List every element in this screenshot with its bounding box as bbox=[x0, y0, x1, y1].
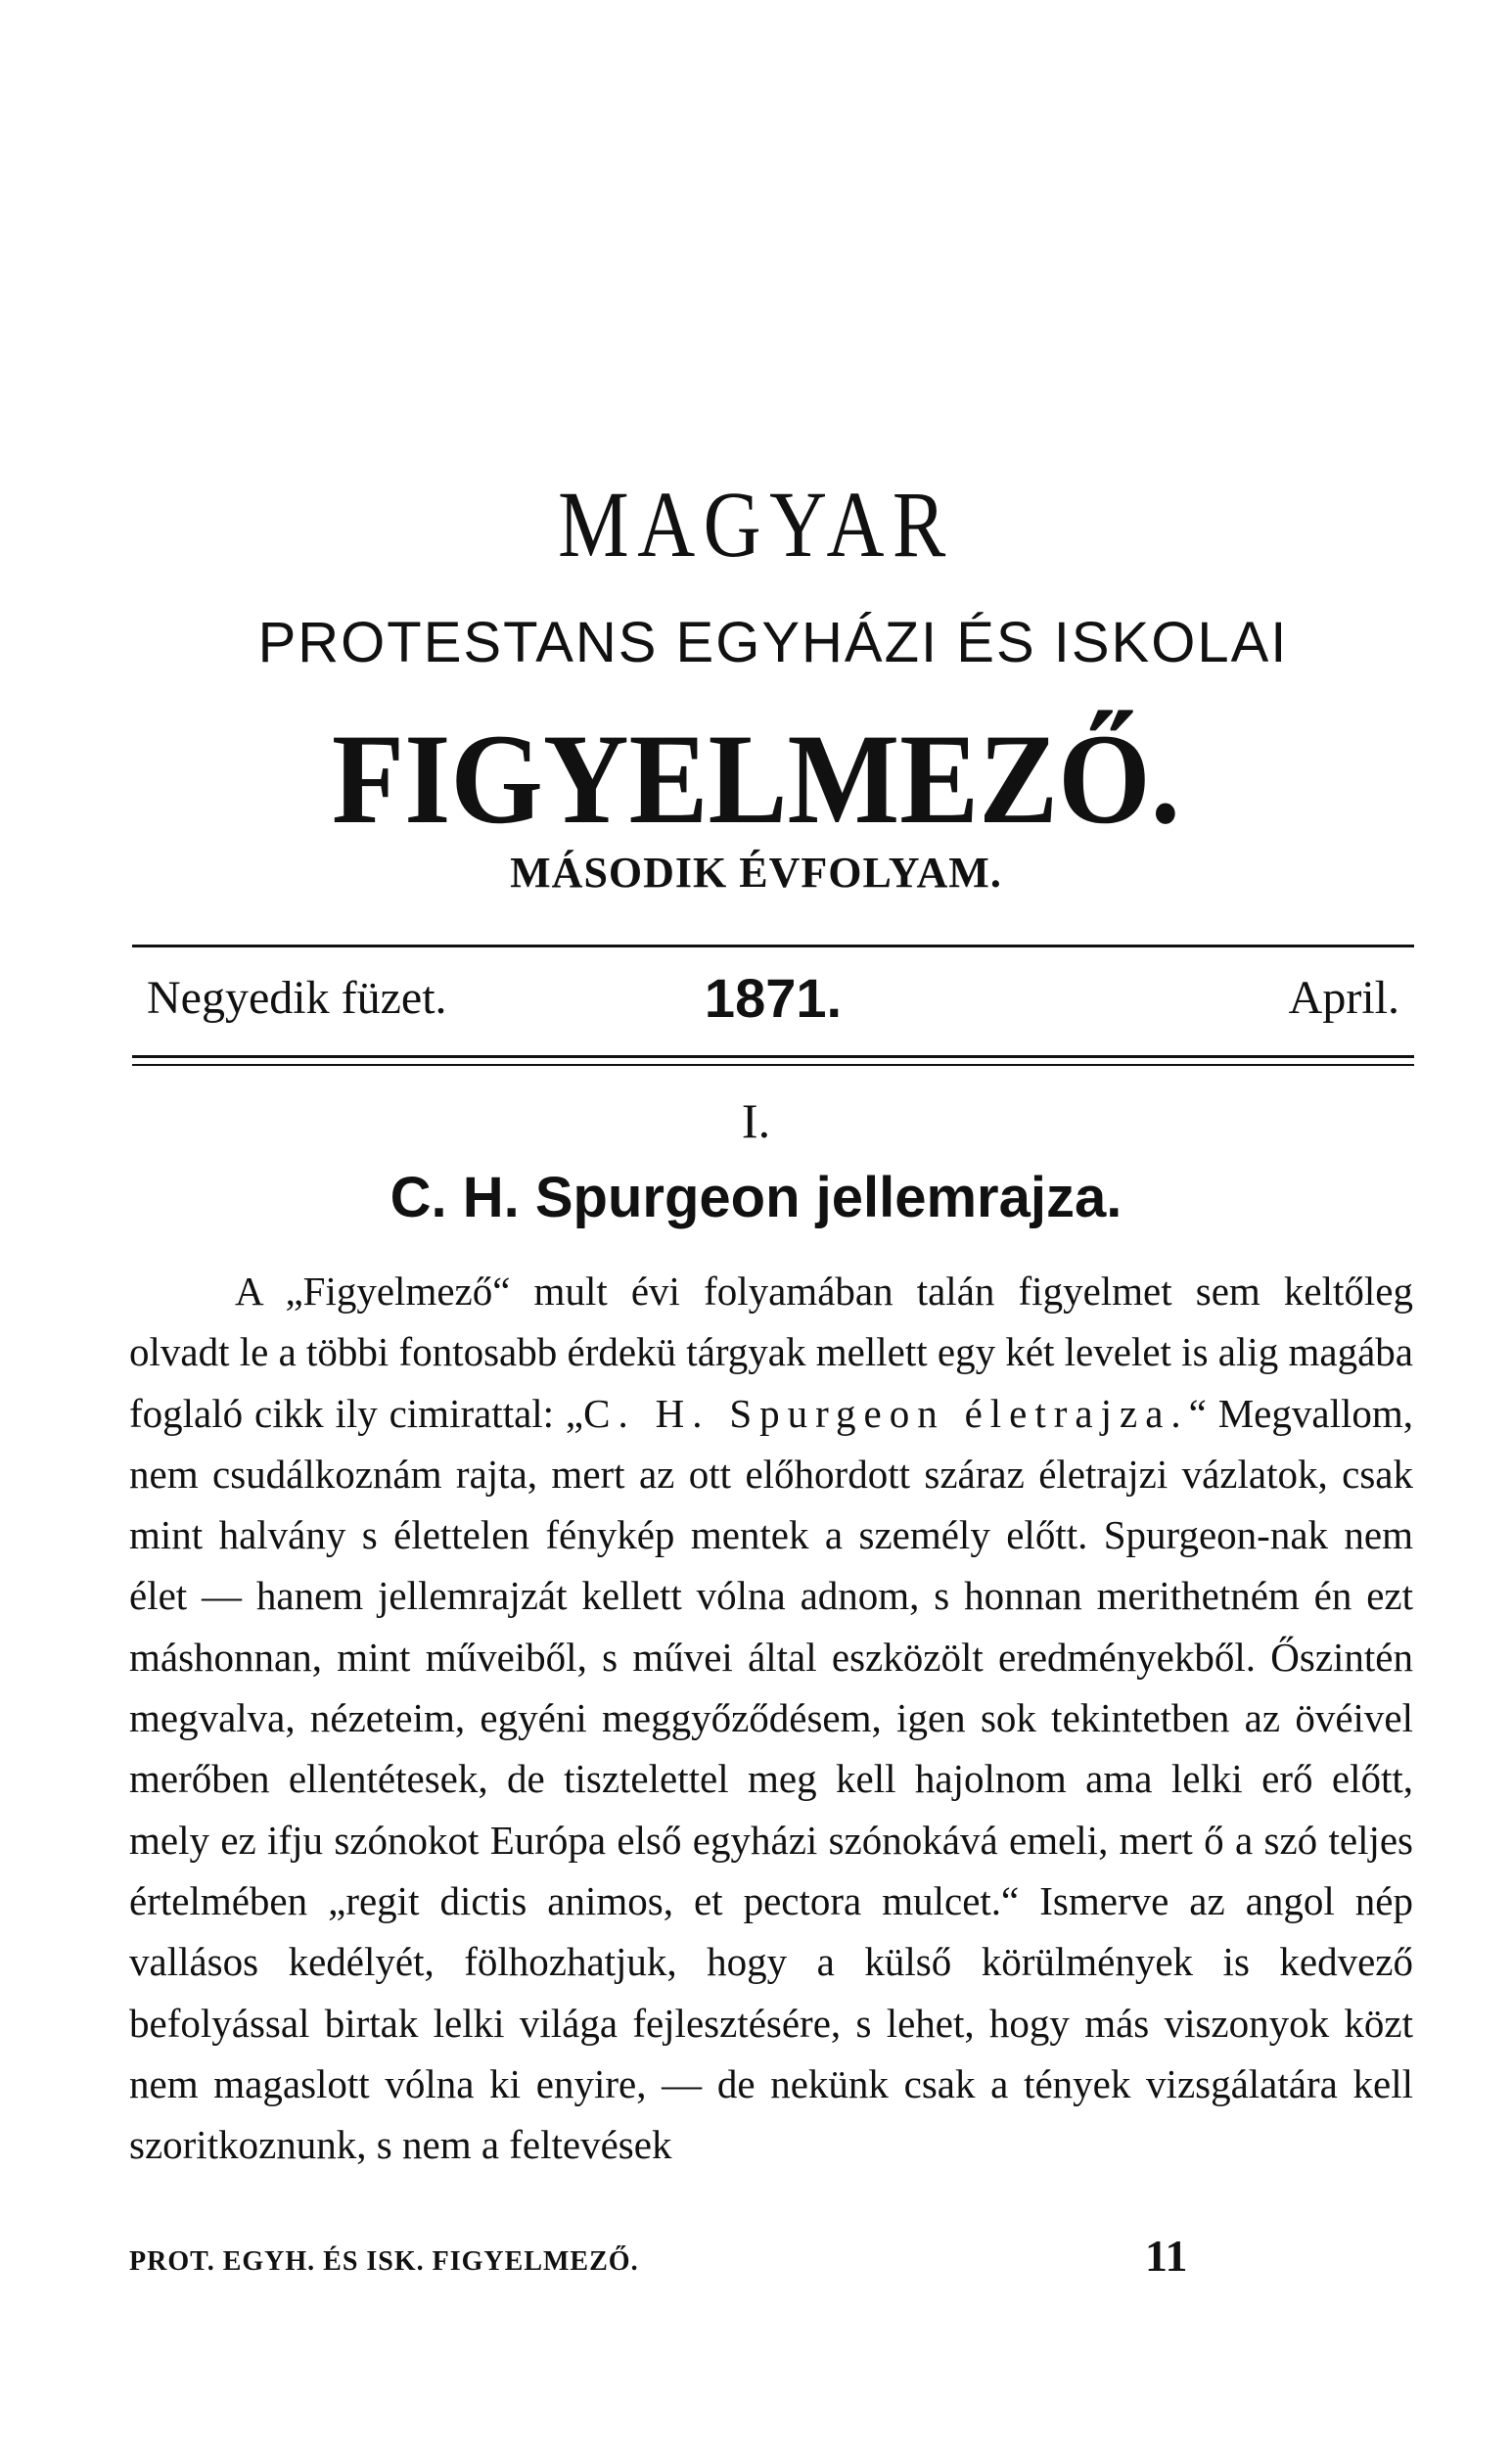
top-rule bbox=[132, 945, 1414, 947]
journal-subtitle: PROTESTANS EGYHÁZI ÉS ISKOLAI bbox=[257, 611, 1289, 674]
signature-mark: 11 bbox=[1145, 2231, 1188, 2281]
section-number: I. bbox=[741, 1093, 771, 1148]
journal-title-figyelmezo: FIGYELMEZŐ. bbox=[331, 707, 1181, 851]
issue-row bbox=[147, 969, 1399, 1028]
spaced-title-reference: C. H. Spurgeon életrajza. bbox=[583, 1390, 1189, 1436]
issue-year: 1871. bbox=[704, 967, 843, 1029]
volume-label: MÁSODIK ÉVFOLYAM. bbox=[510, 849, 1002, 897]
article-title: C. H. Spurgeon jellemrajza. bbox=[389, 1166, 1123, 1229]
paragraph-text-rest: “ Megvallom, nem csudálkoznám rajta, mert az ott előhordott száraz életrajzi vázlatok, csak mint halvány s élettelen fénykép mentek a személy előtt. Spurgeon-nak nem élet — hanem jellemrajzát kellett vólna adnom, s honnan merithetném én ezt máshonnan, mint műveiből, s művei által eszközölt eredményekből. Őszintén megvalva, nézeteim, egyéni meggyőződésem, igen sok tekintetben az övéivel merőben ellentétesek, de tisztelettel meg kell hajolnom ama lelki erő előtt, mely ez ifju szónokot Európa első egyházi szónokává emeli, mert ő a szó teljes értelmében „regit dictis animos, et pectora mulcet.“ Ismerve az angol nép vallásos kedélyét, fölhozhatjuk, hogy a külső körülmények is kedvező befolyással birtak lelki világa fejlesztésére, s lehet, hogy más viszonyok közt nem magaslott vólna ki enyire, — de nekünk csak a tények vizsgálatára kell szoritkoznunk, s nem a feltevések bbox=[129, 1390, 1414, 2168]
paragraph-text-start: A „Figyelmező“ mult évi folyamában talán figyelmet sem keltőleg olvadt le a többi fontosabb érdekü tárgyak mellett egy két levelet is alig magába foglaló cikk ily cimirattal: „ bbox=[129, 1269, 1413, 1436]
journal-title-magyar: MAGYAR bbox=[558, 472, 954, 577]
issue-month: April. bbox=[1288, 972, 1399, 1024]
running-footer-title: PROT. EGYH. ÉS ISK. FIGYELMEZŐ. bbox=[129, 2246, 639, 2277]
issue-number: Negyedik füzet. bbox=[147, 972, 447, 1024]
double-rule-lower bbox=[132, 1064, 1414, 1066]
article-paragraph bbox=[129, 1261, 1413, 2175]
double-rule-upper bbox=[132, 1055, 1414, 1058]
